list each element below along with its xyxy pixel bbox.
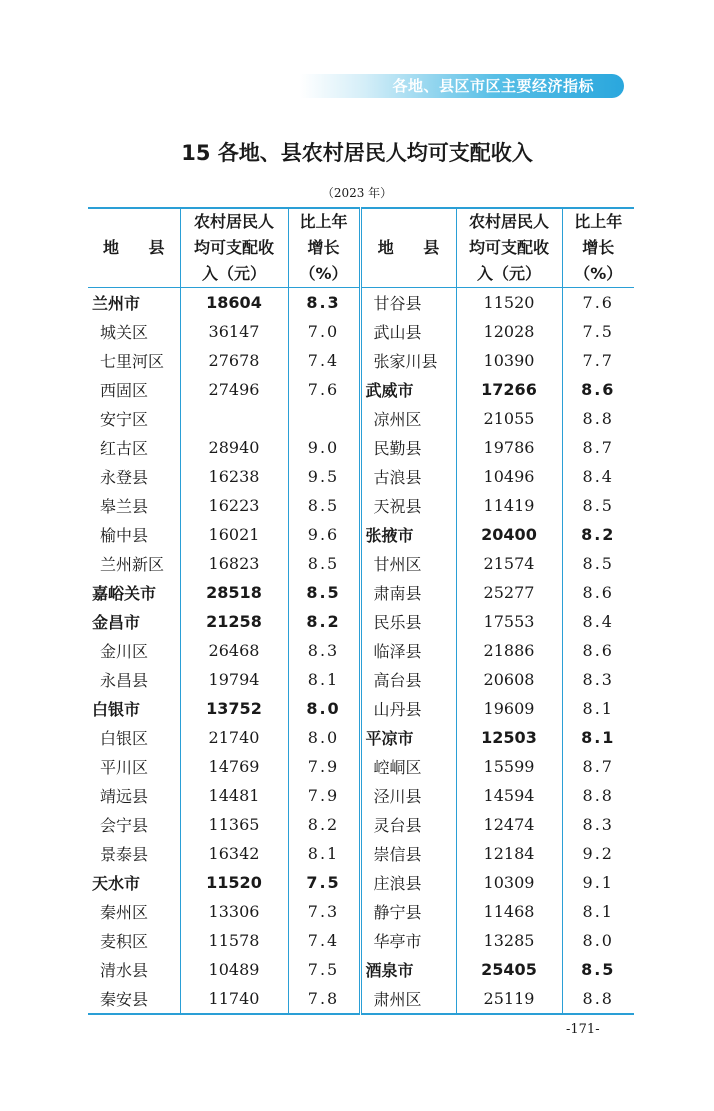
region-name-left: 城关区 <box>88 317 180 346</box>
income-value-right: 15599 <box>456 752 562 781</box>
table-row <box>88 810 634 839</box>
income-value-left: 21258 <box>180 607 288 636</box>
table-row <box>88 491 634 520</box>
income-value-right: 10309 <box>456 868 562 897</box>
region-name-left: 秦州区 <box>88 897 180 926</box>
income-value-left: 11365 <box>180 810 288 839</box>
growth-value-right: 8.5 <box>581 960 616 979</box>
header-growth-right: 比上年 增长 （%） <box>562 208 634 288</box>
region-name-left: 榆中县 <box>88 520 180 549</box>
table-row <box>88 636 634 665</box>
growth-value-left: 7.4 <box>288 926 360 955</box>
region-name-right: 张掖市 <box>360 520 456 549</box>
income-value-right: 12474 <box>456 810 562 839</box>
growth-value-right: 9.2 <box>582 844 614 863</box>
table-row <box>88 578 634 607</box>
growth-value-left: 9.5 <box>288 462 360 491</box>
region-name-right: 天祝县 <box>360 491 456 520</box>
income-value-left: 14769 <box>180 752 288 781</box>
header-growth-left: 比上年 增长 （%） <box>288 208 360 288</box>
growth-value-right: 7.6 <box>582 293 614 312</box>
growth-value-left: 9.0 <box>288 433 360 462</box>
growth-value-left: 8.1 <box>288 665 360 694</box>
region-name-left: 秦安县 <box>88 984 180 1014</box>
income-value-right: 11468 <box>456 897 562 926</box>
table-header-row <box>88 208 634 288</box>
region-name-left: 会宁县 <box>88 810 180 839</box>
region-name-left: 西固区 <box>88 375 180 404</box>
growth-value-left: 7.9 <box>288 781 360 810</box>
table-row <box>88 897 634 926</box>
income-value-left: 19794 <box>180 665 288 694</box>
region-name-left: 天水市 <box>88 868 180 897</box>
income-value-left: 16342 <box>180 839 288 868</box>
table-row <box>88 723 634 752</box>
region-name-left: 七里河区 <box>88 346 180 375</box>
table-row <box>88 317 634 346</box>
growth-value-left: 7.5 <box>288 955 360 984</box>
income-value-left: 11520 <box>180 868 288 897</box>
growth-value-right: 7.5 <box>582 322 614 341</box>
region-name-left: 红古区 <box>88 433 180 462</box>
income-value-left: 27496 <box>180 375 288 404</box>
income-value-right: 25277 <box>456 578 562 607</box>
growth-value-left: 9.6 <box>288 520 360 549</box>
region-name-right: 泾川县 <box>360 781 456 810</box>
income-value-right: 25119 <box>456 984 562 1014</box>
income-value-right: 21886 <box>456 636 562 665</box>
income-value-right: 11419 <box>456 491 562 520</box>
region-name-right: 张家川县 <box>360 346 456 375</box>
income-value-right: 19786 <box>456 433 562 462</box>
income-value-left <box>180 404 288 433</box>
table-row <box>88 549 634 578</box>
growth-value-left: 7.8 <box>288 984 360 1014</box>
region-name-right: 甘州区 <box>360 549 456 578</box>
income-value-left: 14481 <box>180 781 288 810</box>
income-value-left: 13752 <box>180 694 288 723</box>
growth-value-left <box>288 404 360 433</box>
table-row <box>88 288 634 318</box>
growth-value-right: 8.8 <box>582 786 614 805</box>
income-value-right: 21574 <box>456 549 562 578</box>
region-name-right: 崆峒区 <box>360 752 456 781</box>
region-name-right: 民乐县 <box>360 607 456 636</box>
region-name-right: 肃州区 <box>360 984 456 1014</box>
income-value-left: 28518 <box>180 578 288 607</box>
income-value-right: 11520 <box>456 288 562 318</box>
growth-value-right: 8.4 <box>582 467 614 486</box>
income-value-right: 12503 <box>456 723 562 752</box>
region-name-right: 甘谷县 <box>360 288 456 318</box>
growth-value-right: 7.7 <box>582 351 614 370</box>
table-row <box>88 752 634 781</box>
growth-value-left: 8.3 <box>288 288 360 318</box>
income-value-left: 36147 <box>180 317 288 346</box>
table-row <box>88 375 634 404</box>
region-name-left: 清水县 <box>88 955 180 984</box>
region-name-right: 静宁县 <box>360 897 456 926</box>
growth-value-left: 7.9 <box>288 752 360 781</box>
income-value-left: 21740 <box>180 723 288 752</box>
region-name-left: 金川区 <box>88 636 180 665</box>
region-name-left: 永昌县 <box>88 665 180 694</box>
growth-value-right: 8.3 <box>582 670 614 689</box>
region-name-left: 麦积区 <box>88 926 180 955</box>
region-name-right: 临泽县 <box>360 636 456 665</box>
region-name-right: 武威市 <box>360 375 456 404</box>
table-row <box>88 694 634 723</box>
table-row <box>88 781 634 810</box>
page-number: -171- <box>566 1022 600 1037</box>
region-name-left: 金昌市 <box>88 607 180 636</box>
growth-value-right: 8.6 <box>582 641 614 660</box>
growth-value-left: 8.0 <box>288 694 360 723</box>
growth-value-left: 7.0 <box>288 317 360 346</box>
income-value-left: 10489 <box>180 955 288 984</box>
growth-value-right: 8.0 <box>582 931 614 950</box>
region-name-right: 武山县 <box>360 317 456 346</box>
region-name-left: 安宁区 <box>88 404 180 433</box>
income-value-left: 26468 <box>180 636 288 665</box>
income-value-right: 12184 <box>456 839 562 868</box>
income-value-left: 16021 <box>180 520 288 549</box>
income-value-right: 12028 <box>456 317 562 346</box>
growth-value-right: 8.8 <box>582 409 614 428</box>
growth-value-right: 8.6 <box>581 380 616 399</box>
header-income-right: 农村居民人 均可支配收 入（元） <box>456 208 562 288</box>
growth-value-left: 8.5 <box>288 491 360 520</box>
income-value-right: 20608 <box>456 665 562 694</box>
region-name-right: 古浪县 <box>360 462 456 491</box>
growth-value-right: 8.1 <box>582 902 614 921</box>
growth-value-right: 8.2 <box>581 525 616 544</box>
table-row <box>88 607 634 636</box>
table-row <box>88 665 634 694</box>
region-name-right: 肃南县 <box>360 578 456 607</box>
region-name-left: 景泰县 <box>88 839 180 868</box>
region-name-right: 灵台县 <box>360 810 456 839</box>
region-name-right: 凉州区 <box>360 404 456 433</box>
growth-value-right: 9.1 <box>582 873 614 892</box>
growth-value-left: 8.1 <box>288 839 360 868</box>
growth-value-left: 7.5 <box>288 868 360 897</box>
header-income-left: 农村居民人 均可支配收 入（元） <box>180 208 288 288</box>
growth-value-right: 8.4 <box>582 612 614 631</box>
table-row <box>88 839 634 868</box>
region-name-left: 永登县 <box>88 462 180 491</box>
income-value-left: 11740 <box>180 984 288 1014</box>
table-row <box>88 346 634 375</box>
table-row <box>88 520 634 549</box>
income-value-left: 13306 <box>180 897 288 926</box>
growth-value-right: 8.6 <box>582 583 614 602</box>
income-value-right: 13285 <box>456 926 562 955</box>
region-name-left: 兰州新区 <box>88 549 180 578</box>
section-banner-text: 各地、县区市区主要经济指标 <box>392 77 594 95</box>
growth-value-left: 8.5 <box>288 578 360 607</box>
income-value-right: 17553 <box>456 607 562 636</box>
region-name-left: 靖远县 <box>88 781 180 810</box>
table-row <box>88 926 634 955</box>
income-value-right: 25405 <box>456 955 562 984</box>
income-value-right: 17266 <box>456 375 562 404</box>
income-value-right: 19609 <box>456 694 562 723</box>
growth-value-left: 7.3 <box>288 897 360 926</box>
region-name-right: 庄浪县 <box>360 868 456 897</box>
header-region-right: 地 县 <box>360 208 456 288</box>
income-value-left: 27678 <box>180 346 288 375</box>
income-value-left: 28940 <box>180 433 288 462</box>
growth-value-right: 8.5 <box>582 554 614 573</box>
growth-value-right: 8.3 <box>582 815 614 834</box>
growth-value-right: 8.7 <box>582 438 614 457</box>
growth-value-right: 8.1 <box>581 728 616 747</box>
region-name-right: 民勤县 <box>360 433 456 462</box>
income-value-left: 16238 <box>180 462 288 491</box>
header-region-left: 地 县 <box>88 208 180 288</box>
region-name-right: 酒泉市 <box>360 955 456 984</box>
table-row <box>88 984 634 1014</box>
income-value-right: 20400 <box>456 520 562 549</box>
region-name-right: 平凉市 <box>360 723 456 752</box>
region-name-left: 兰州市 <box>88 288 180 318</box>
income-table <box>88 207 634 1015</box>
region-name-left: 平川区 <box>88 752 180 781</box>
region-name-left: 白银区 <box>88 723 180 752</box>
growth-value-left: 8.0 <box>288 723 360 752</box>
income-value-right: 14594 <box>456 781 562 810</box>
growth-value-left: 8.3 <box>288 636 360 665</box>
growth-value-right: 8.1 <box>582 699 614 718</box>
year-note: （2023 年） <box>321 186 393 200</box>
growth-value-right: 8.8 <box>582 989 614 1008</box>
income-value-left: 18604 <box>180 288 288 318</box>
section-banner <box>300 74 624 98</box>
table-row <box>88 433 634 462</box>
growth-value-right: 8.7 <box>582 757 614 776</box>
growth-value-left: 8.2 <box>288 810 360 839</box>
growth-value-left: 8.5 <box>288 549 360 578</box>
income-value-left: 16823 <box>180 549 288 578</box>
income-value-left: 11578 <box>180 926 288 955</box>
income-value-left: 16223 <box>180 491 288 520</box>
table-row <box>88 404 634 433</box>
income-value-right: 21055 <box>456 404 562 433</box>
growth-value-left: 7.4 <box>288 346 360 375</box>
table-row <box>88 462 634 491</box>
region-name-left: 皋兰县 <box>88 491 180 520</box>
table-row <box>88 955 634 984</box>
growth-value-left: 8.2 <box>288 607 360 636</box>
growth-value-right: 8.5 <box>582 496 614 515</box>
region-name-right: 山丹县 <box>360 694 456 723</box>
region-name-left: 嘉峪关市 <box>88 578 180 607</box>
region-name-right: 华亭市 <box>360 926 456 955</box>
growth-value-left: 7.6 <box>288 375 360 404</box>
table-title: 15 各地、县农村居民人均可支配收入 <box>181 141 533 165</box>
income-value-right: 10496 <box>456 462 562 491</box>
region-name-right: 高台县 <box>360 665 456 694</box>
region-name-left: 白银市 <box>88 694 180 723</box>
region-name-right: 崇信县 <box>360 839 456 868</box>
table-row <box>88 868 634 897</box>
income-value-right: 10390 <box>456 346 562 375</box>
